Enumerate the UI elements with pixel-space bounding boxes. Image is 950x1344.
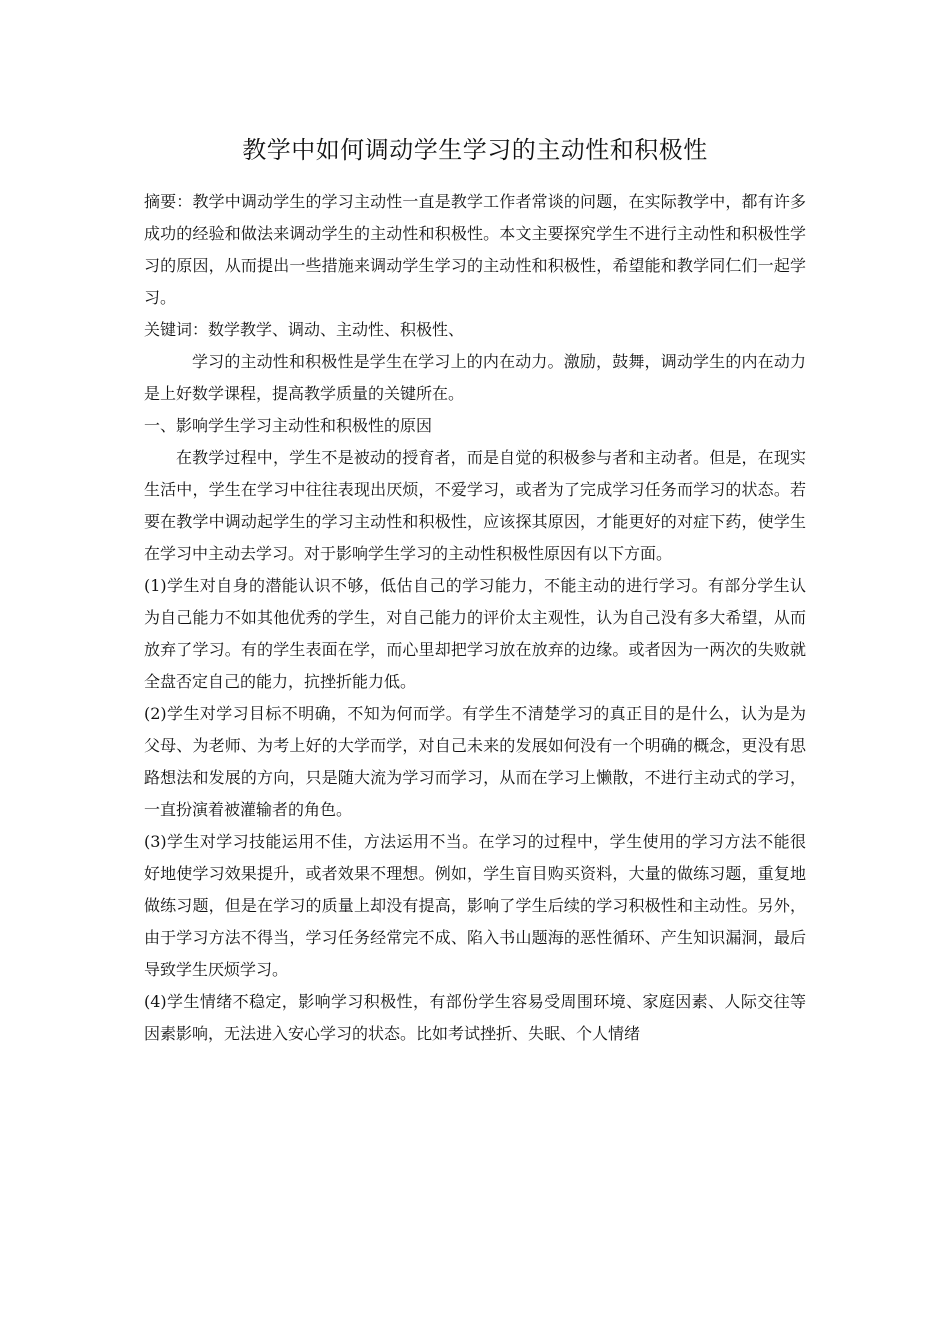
- section-intro-paragraph: 在教学过程中，学生不是被动的授育者，而是自觉的积极参与者和主动者。但是，在现实生活中，学生在学习中往往表现出厌烦，不爱学习，或者为了完成学习任务而学习的状态。若要在教学中调动起学生的学习主动性和积极性，应该探其原因，才能更好的对症下药，使学生在学习中主动去学习。对于影响学生学习的主动性积极性原因有以下方面。: [144, 448, 806, 563]
- keywords-line: 关键词：数学教学、调动、主动性、积极性、: [144, 320, 465, 339]
- reason-paragraph-4: (4)学生情绪不稳定，影响学习积极性，有部份学生容易受周围环境、家庭因素、人际交往等因素影响，无法进入安心学习的状态。比如考试挫折、失眠、个人情绪: [144, 992, 806, 1043]
- reason-paragraph-1: (1)学生对自身的潜能认识不够，低估自己的学习能力，不能主动的进行学习。有部分学生认为自己能力不如其他优秀的学生，对自己能力的评价太主观性，认为自己没有多大希望，从而放弃了学习。有的学生表面在学，而心里却把学习放在放弃的边缘。或者因为一两次的失败就全盘否定自己的能力，抗挫折能力低。: [144, 576, 806, 691]
- reason-paragraph-3: (3)学生对学习技能运用不佳，方法运用不当。在学习的过程中，学生使用的学习方法不能很好地使学习效果提升，或者效果不理想。例如，学生盲目购买资料，大量的做练习题，重复地做练习题，但是在学习的质量上却没有提高，影响了学生后续的学习积极性和主动性。另外，由于学习方法不得当，学习任务经常完不成、陷入书山题海的恶性循环、产生知识漏洞，最后导致学生厌烦学习。: [144, 832, 806, 979]
- section-heading: 一、影响学生学习主动性和积极性的原因: [144, 416, 433, 435]
- abstract-paragraph: 摘要：教学中调动学生的学习主动性一直是教学工作者常谈的问题，在实际教学中，都有许多成功的经验和做法来调动学生的主动性和积极性。本文主要探究学生不进行主动性和积极性学习的原因，从而提出一些措施来调动学生学习的主动性和积极性，希望能和教学同仁们一起学习。: [144, 192, 806, 307]
- intro-paragraph: 学习的主动性和积极性是学生在学习上的内在动力。激励，鼓舞，调动学生的内在动力是上好数学课程，提高教学质量的关键所在。: [144, 352, 806, 403]
- reason-paragraph-2: (2)学生对学习目标不明确，不知为何而学。有学生不清楚学习的真正目的是什么，认为是为父母、为老师、为考上好的大学而学，对自己未来的发展如何没有一个明确的概念，更没有思路想法和发展的方向，只是随大流为学习而学习，从而在学习上懒散，不进行主动式的学习，一直扮演着被灌输者的角色。: [144, 704, 806, 819]
- document-body: [144, 186, 806, 1050]
- document-title: 教学中如何调动学生学习的主动性和积极性: [242, 136, 708, 164]
